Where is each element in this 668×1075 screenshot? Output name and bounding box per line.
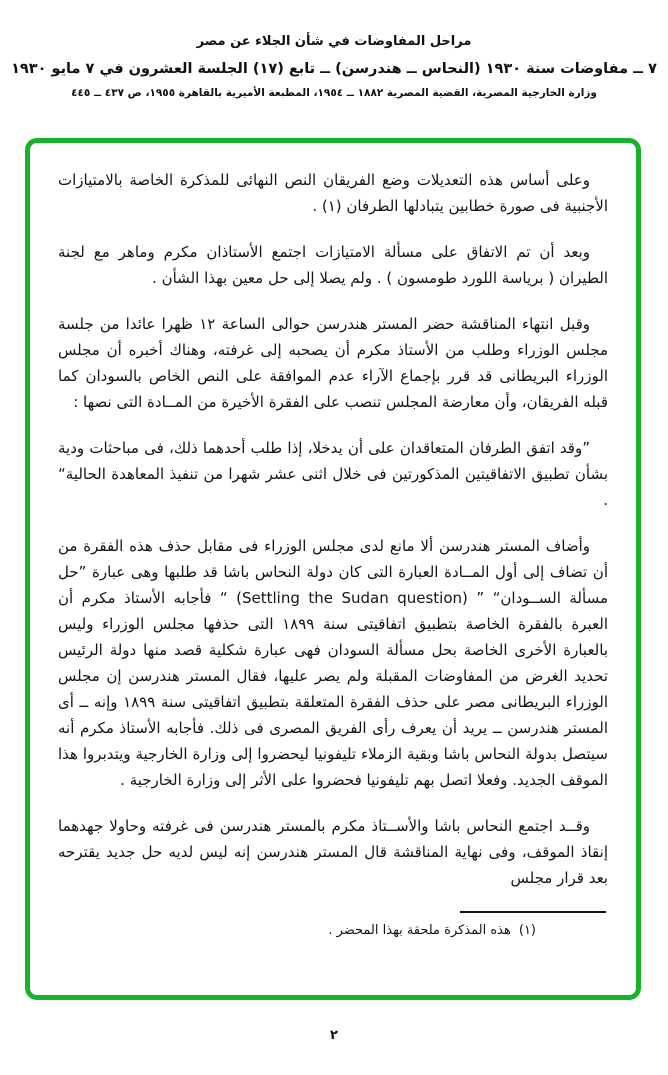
highlight-box: [25, 138, 641, 1000]
page-header: [0, 34, 668, 99]
footnote-divider: [460, 911, 606, 913]
body-paragraph: وبعد أن تم الاتفاق على مسألة الامتيازات اجتمع الأستاذان مكرم وماهر مع لجنة الطيران ( برياسة اللورد طومسون ) . ولم يصلا إلى حل معين بهذا الشأن .: [58, 243, 608, 287]
quote-paragraph: ”وقد اتفق الطرفان المتعاقدان على أن يدخلا، إذا طلب أحدهما ذلك، فى مباحثات ودية بشأن تطبيق الاتفاقيتين المذكورتين فى خلال اثنى عشر شهرا من تنفيذ المعاهدة الحالية“ .: [58, 439, 608, 509]
footnote-marker: (١): [518, 923, 536, 938]
body-paragraph: وقــد اجتمع النحاس باشا والأســتاذ مكرم بالمستر هندرسن فى غرفته وحاولا جهدهما إنقاذ الموقف، وفى نهاية المناقشة قال المستر هندرسن إنه ليس لديه حل جديد يقترحه بعد قرار مجلس: [58, 817, 608, 887]
body-paragraph: وأضاف المستر هندرسن ألا مانع لدى مجلس الوزراء فى مقابل حذف هذه الفقرة من أن تضاف إلى أول المــادة العبارة التى كان دولة النحاس باشا قد طلبها وهى عبارة ”حل مسألة الســودان“ ” (Settling the Sudan question) “ فأجابه الأستاذ مكرم أن العبرة بالفقرة الخاصة بتطبيق اتفاقيتى سنة ١٨٩٩ التى حذفها مجلس الوزراء وليس بالعبارة الأخرى الخاصة بحل مسألة السودان فهى عبارة شكلية قصد منها دولة الرئيس تحديد الغرض من المفاوضات المقبلة ولم يصر عليها، فقال المستر هندرسن إن مجلس الوزراء البريطانى مصر على حذف الفقرة المتعلقة بتطبيق اتفاقيتى سنة ١٨٩٩ وإنه ــ أى المستر هندرسن ــ يريد أن يعرف رأى الفريق المصرى فى ذلك. فأجابه الأستاذ مكرم أنه سيتصل بدولة النحاس باشا وبقية الزملاء تليفونيا ليحضروا إلى وزارة الخارجية ويتدبروا هذا الموقف الجديد. وفعلا اتصل بهم تليفونيا فحضروا على الأثر إلى وزارة الخارجية .: [58, 537, 608, 789]
page-number: ٢: [330, 1028, 338, 1043]
section-heading: ٧ ــ مفاوضات سنة ١٩٣٠ (النحاس ــ هندرسن) ــ تابع (١٧) الجلسة العشرون في ٧ مايو ١٩٣٠: [11, 61, 657, 77]
source-citation: وزارة الخارجية المصرية، القضية المصرية ١٨٨٢ ــ ١٩٥٤، المطبعة الأميرية بالقاهرة ١٩٥٥، ص ٤٣٧ ــ ٤٤٥: [71, 87, 597, 99]
footnote-text: هذه المذكرة ملحقة بهذا المحضر .: [328, 923, 511, 938]
footnote: [58, 923, 608, 938]
body-paragraph: وعلى أساس هذه التعديلات وضع الفريقان النص النهائى للمذكرة الخاصة بالامتيازات الأجنبية فى صورة خطابين يتبادلها الطرفان (١) .: [58, 171, 608, 215]
document-title: مراحل المفاوضات في شأن الجلاء عن مصر: [196, 34, 472, 49]
body-paragraph: وقبل انتهاء المناقشة حضر المستر هندرسن حوالى الساعة ١٢ ظهرا عائدا من جلسة مجلس الوزراء وطلب من الأستاذ مكرم أن يصحبه إلى غرفته، وهناك أخبره أن مجلس الوزراء البريطانى قد قرر بإجماع الآراء عدم الموافقة على النص الخاص بالسودان كما قبله الفريقان، وأن معارضة المجلس تنصب على الفقرة الأخيرة من المــادة التى نصها :: [58, 315, 608, 411]
